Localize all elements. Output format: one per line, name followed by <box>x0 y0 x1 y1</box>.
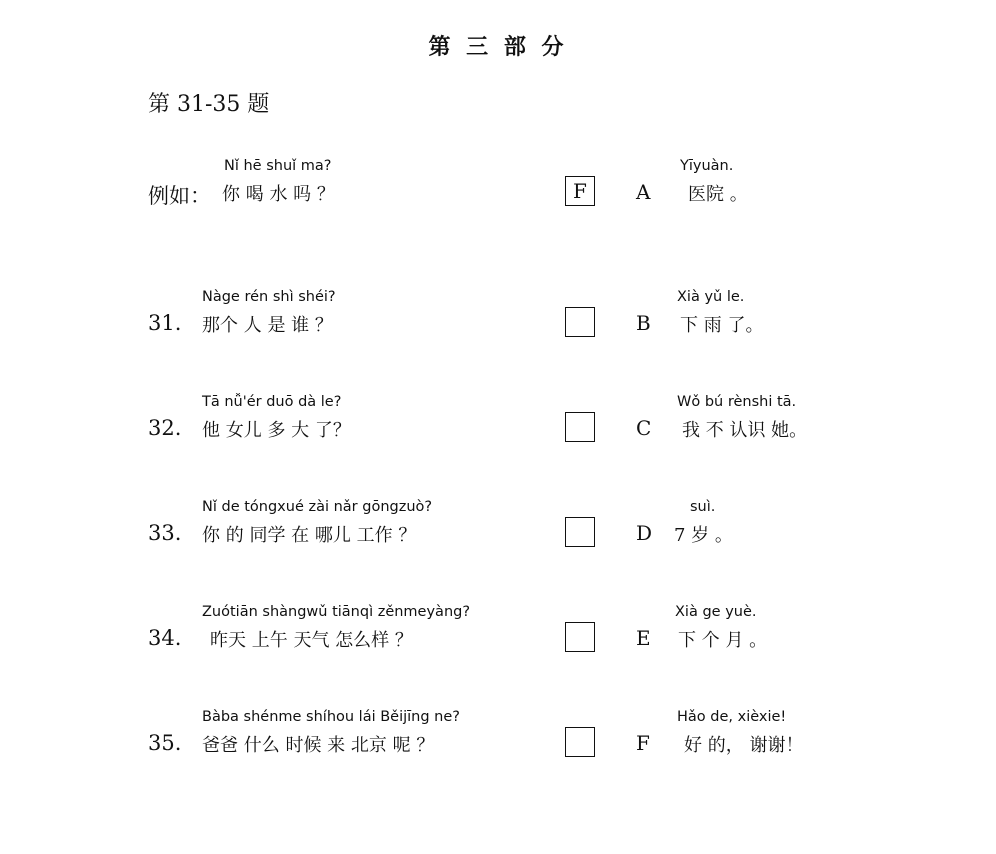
example-row <box>0 158 996 218</box>
option-pinyin: Xià yǔ le. <box>677 289 745 305</box>
option-letter: E <box>636 626 651 650</box>
option-text: 下 个 月 。 <box>678 630 768 651</box>
question-pinyin: Nǐ de tóngxué zài nǎr gōngzuò? <box>202 499 433 515</box>
answer-box[interactable] <box>565 622 595 652</box>
option-letter: D <box>636 521 653 545</box>
question-pinyin: Nàge rén shì shéi? <box>202 289 336 305</box>
question-number: 31. <box>148 311 182 335</box>
question-pinyin: Bàba shénme shíhou lái Běijīng ne? <box>202 709 460 725</box>
question-text: 你 喝 水 吗 ？ <box>222 184 335 205</box>
option-text: 我 不 认识 她。 <box>682 420 808 441</box>
option-text: 7 岁 。 <box>674 525 733 546</box>
question-row <box>0 709 996 769</box>
question-number: 33. <box>148 521 182 545</box>
answer-box[interactable] <box>565 517 595 547</box>
question-row <box>0 499 996 559</box>
question-text: 那个 人 是 谁 ？ <box>202 315 333 336</box>
answer-box: F <box>565 176 595 206</box>
option-letter: F <box>636 731 650 755</box>
option-text: 医院 。 <box>688 184 748 205</box>
example-label: 例如： <box>148 184 211 208</box>
question-number: 34. <box>148 626 182 650</box>
question-text: 昨天 上午 天气 怎么样 ？ <box>210 630 413 651</box>
question-number: 32. <box>148 416 182 440</box>
question-pinyin: Tā nǚ'ér duō dà le? <box>202 394 342 410</box>
answer-box[interactable] <box>565 412 595 442</box>
question-row <box>0 394 996 454</box>
option-letter: B <box>636 311 651 335</box>
answer-box[interactable] <box>565 727 595 757</box>
option-pinyin: Yīyuàn. <box>680 158 734 174</box>
option-text: 下 雨 了。 <box>680 315 764 336</box>
question-pinyin: Zuótiān shàngwǔ tiānqì zěnmeyàng? <box>202 604 471 620</box>
option-text: 好 的， 谢谢！ <box>684 735 804 756</box>
question-row <box>0 289 996 349</box>
option-letter: C <box>636 416 652 440</box>
question-text: 爸爸 什么 时候 来 北京 呢 ？ <box>202 735 435 756</box>
option-pinyin: Wǒ bú rènshi tā. <box>677 394 797 410</box>
option-pinyin: Xià ge yuè. <box>675 604 757 620</box>
question-text: 你 的 同学 在 哪儿 工作 ？ <box>202 525 417 546</box>
option-letter: A <box>636 180 651 204</box>
question-number: 35. <box>148 731 182 755</box>
question-text: 他 女儿 多 大 了？ <box>202 420 351 441</box>
question-row <box>0 604 996 664</box>
question-pinyin: Nǐ hē shuǐ ma? <box>224 158 332 174</box>
option-pinyin: Hǎo de, xièxie! <box>677 709 787 725</box>
answer-box[interactable] <box>565 307 595 337</box>
option-pinyin: suì. <box>690 499 716 515</box>
section-title: 第 三 部 分 <box>428 34 568 60</box>
question-range-heading: 第 31-35 题 <box>148 92 270 117</box>
